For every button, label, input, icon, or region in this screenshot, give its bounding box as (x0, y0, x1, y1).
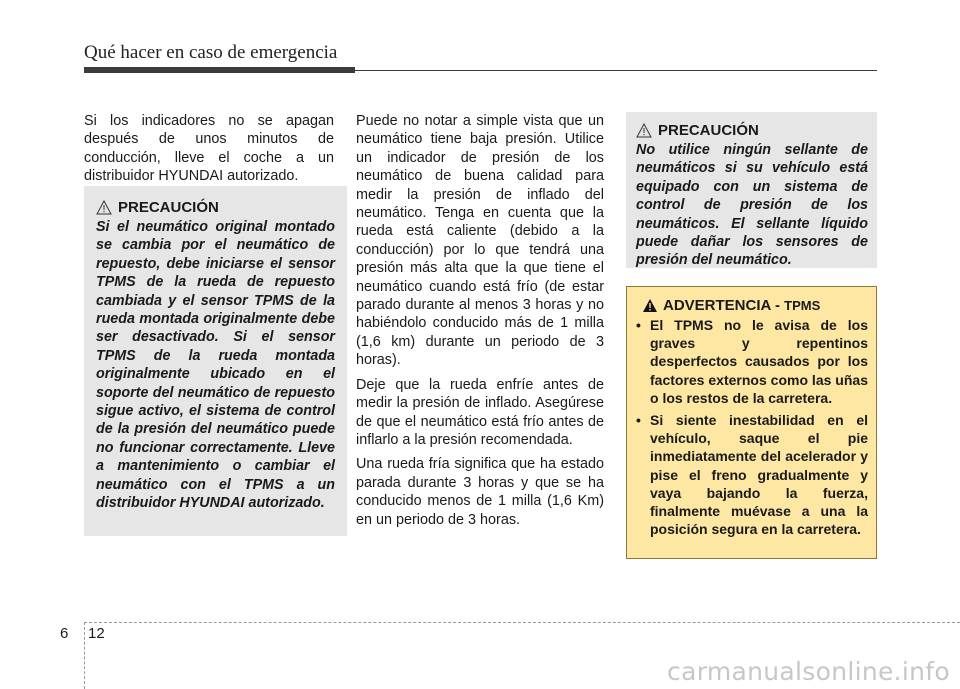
warning-box-tpms (626, 286, 877, 559)
page-title: Qué hacer en caso de emergencia (84, 42, 338, 63)
warning-title (663, 297, 820, 314)
caution-title: PRECAUCIÓN (658, 122, 759, 139)
watermark: carmanualsonline.info (667, 657, 950, 686)
caution-header (96, 199, 335, 216)
caution-title: PRECAUCIÓN (118, 199, 219, 216)
caution-box-sensor (84, 186, 347, 536)
caution-header (636, 122, 868, 139)
warning-triangle-icon (642, 298, 658, 313)
chapter-number: 6 (60, 625, 69, 642)
paragraph: Una rueda fría significa que ha estado parada durante 3 horas y que se ha conducido menos de 1 milla (1,6 Km) en un periodo de 3 horas. (356, 456, 604, 528)
paragraph: Puede no notar a simple vista que un neumático tiene baja presión. Utilice un indicador de presión de los neumático de buena calidad para medir la presión de inflado del neumático. Tenga en cuenta que la rueda está caliente (debido a la conducción) por lo que tendrá una presión más alta que la que tiene el neumático cuando está frío (de estar parado durante al menos 3 horas y no habiéndolo conducido más de 1 milla (1,6 km) durante un periodo de 3 horas). (356, 113, 604, 369)
caution-body: Si el neumático original montado se cambia por el neumático de repuesto, debe iniciarse el sensor TPMS de la rueda de repuesto cambiada y el sensor TPMS de la rueda montada originalmente debe ser desactivado. Si el sensor TPMS de la rueda montada originalmente ubicado en el soporte del neumático de repuesto sigue activo, el sistema de control de la presión del neumático puede no funcionar correctamente. Lleve a mantenimiento o cambiar el neumático con el TPMS a un distribuidor HYUNDAI autorizado. (96, 219, 335, 512)
paragraph: Si los indicadores no se apagan después de unos minutos de conducción, lleve el coche a un distribuidor HYUNDAI autorizado. (84, 113, 334, 185)
caution-body: No utilice ningún sellante de neumáticos si su vehículo está equipado con un sistema de control de presión de los neumáticos. El sellante líquido puede dañar los sensores de presión del neumático. (636, 142, 868, 269)
header-rule (355, 70, 877, 71)
caution-triangle-icon (636, 123, 652, 138)
caution-box-sealant (626, 112, 877, 268)
column-left (84, 112, 334, 192)
footer-divider (84, 622, 86, 689)
warning-title-text: ADVERTENCIA - (663, 297, 785, 314)
caution-triangle-icon (96, 200, 112, 215)
list-item: • Si siente inestabilidad en el vehículo, saque el pie inmediatamente del acelerador y pise el freno gradualmente y vaya bajando la fuerza, finalmente muévase a una la posición segura en la carretera. (636, 411, 868, 538)
warning-header (642, 297, 868, 314)
page-number: 12 (88, 625, 105, 642)
column-middle (356, 112, 604, 535)
paragraph: Deje que la rueda enfríe antes de medir la presión de inflado. Asegúrese de que el neumático está frío antes de inflarlo a la presión recomendada. (356, 376, 604, 448)
warning-subtitle: TPMS (784, 298, 821, 313)
footer-rule (84, 622, 960, 623)
warning-list (636, 316, 868, 538)
header-bar (84, 67, 355, 73)
list-item: • El TPMS no le avisa de los graves y repentinos desperfectos causados por los factores externos como las uñas o los restos de la carretera. (636, 316, 868, 407)
